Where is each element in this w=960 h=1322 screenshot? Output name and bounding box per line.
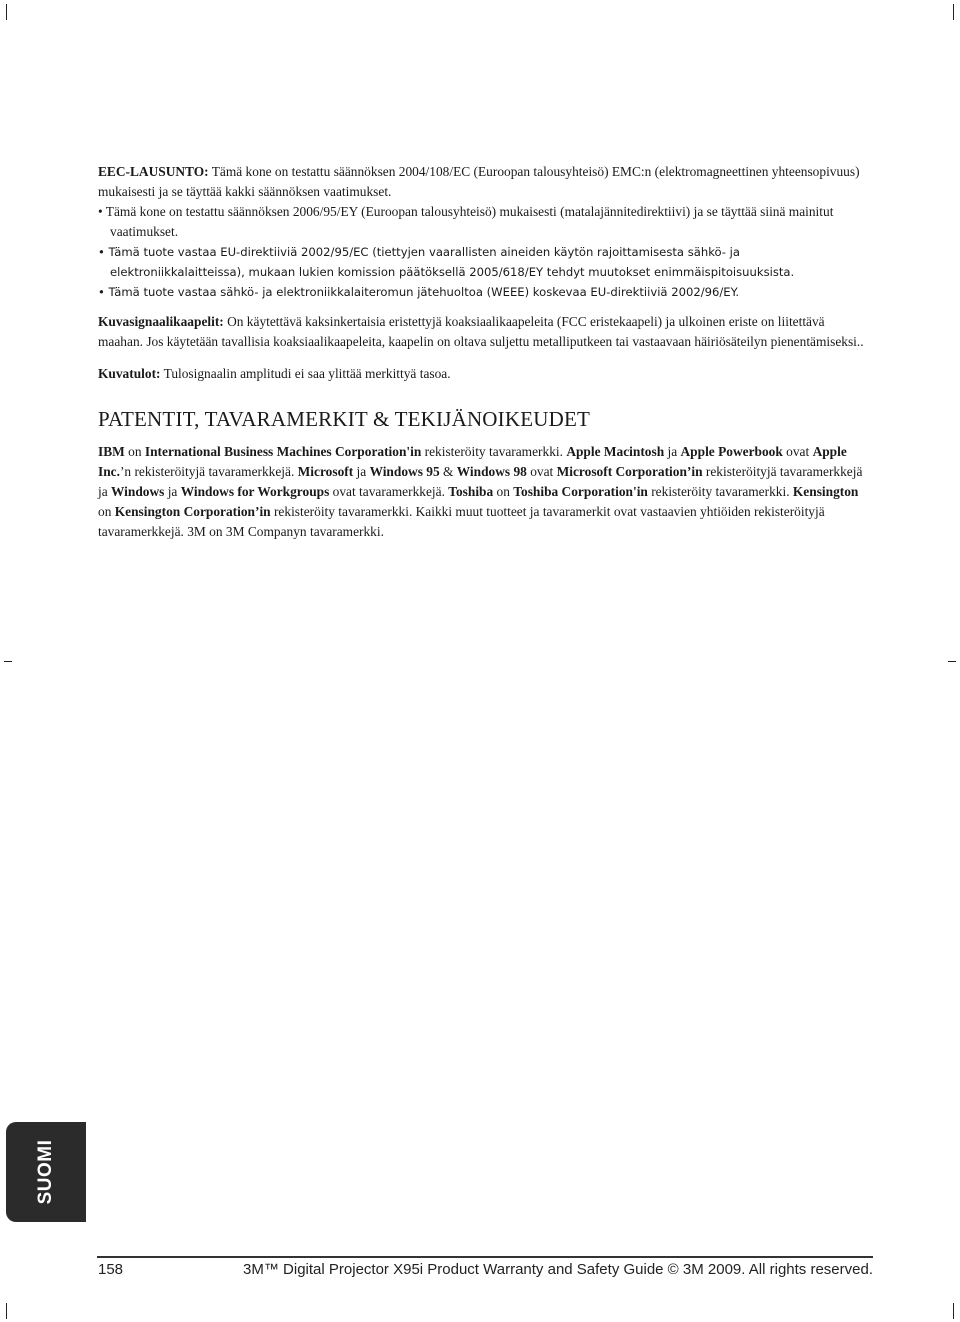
trademark-text: ja bbox=[164, 484, 181, 499]
trademark-name: Microsoft Corporation’in bbox=[556, 464, 703, 479]
trademark-text: ovat bbox=[526, 464, 557, 479]
trademark-text: & bbox=[439, 464, 457, 479]
eec-bullet-2: • Tämä tuote vastaa EU-direktiiviä 2002/95/EC (tiettyjen vaarallisten aineiden käytön rajoittamisesta sähkö- ja elektroniikkalaitteissa), mukaan lukien komission päätöksellä 2005/618/EY tehdyt muutokset enimmäispitoisuuksista. bbox=[98, 245, 795, 279]
crop-mark-top-left bbox=[6, 4, 7, 20]
footer-title: 3M™ Digital Projector X95i Product Warranty and Safety Guide © 3M 2009. All rights reserved. bbox=[243, 1261, 873, 1278]
trademark-name: Apple Powerbook bbox=[680, 444, 783, 459]
trademark-text: ja bbox=[664, 444, 681, 459]
crop-mark-top-right bbox=[953, 4, 954, 20]
trademark-name: International Business Machines Corporation'in bbox=[144, 444, 422, 459]
output-label: Kuvatulot: bbox=[98, 366, 161, 381]
trademark-text: rekisteröity tavaramerkki. bbox=[647, 484, 793, 499]
trademark-name: Microsoft bbox=[297, 464, 354, 479]
trademark-text: rekisteröity tavaramerkki. Kaikki muut tuotteet ja tavaramerkit ovat vastaavien yhtiöiden rekisteröityjä tavaramerkkejä. 3M on 3M Companyn tavaramerkki. bbox=[98, 504, 825, 539]
trademark-text: rekisteröityjä tavaramerkkejä ja bbox=[98, 464, 863, 499]
trademark-text: ovat tavaramerkkejä. bbox=[329, 484, 449, 499]
language-tab-label: SUOMI bbox=[35, 1139, 56, 1205]
trademark-name: Kensington bbox=[792, 484, 859, 499]
trademark-name: Kensington Corporation’in bbox=[114, 504, 271, 519]
eec-statement bbox=[98, 162, 866, 202]
footer-rule bbox=[97, 1256, 873, 1258]
trademark-text: on bbox=[98, 504, 115, 519]
trademark-name: Windows for Workgroups bbox=[180, 484, 330, 499]
trademark-name: Windows bbox=[111, 484, 165, 499]
crop-mark-mid-right bbox=[948, 661, 956, 662]
trademark-text: on bbox=[124, 444, 145, 459]
page-number: 158 bbox=[98, 1261, 124, 1278]
output-text: Tulosignaalin amplitudi ei saa ylittää merkittyä tasoa. bbox=[160, 366, 451, 381]
trademark-name: Apple Macintosh bbox=[566, 444, 665, 459]
cable-text: On käytettävä kaksinkertaisia eristettyjä koaksiaalikaapeleita (FCC eristekaapeli) ja ulkoinen eriste on liitettävä maahan. Jos käytetään tavallisia koaksiaalikaapeleita, kaapelin on oltava suljettu metalliputkeen tai vastaavaan häiriösäteilyn pienentämiseksi.. bbox=[98, 314, 864, 349]
cable-statement bbox=[98, 312, 866, 352]
eec-bullet-3: • Tämä tuote vastaa sähkö- ja elektroniikkalaiteromun jätehuoltoa (WEEE) koskevaa EU-direktiiviä 2002/96/EY. bbox=[98, 285, 740, 299]
crop-mark-bottom-right bbox=[953, 1303, 954, 1319]
cable-label: Kuvasignaalikaapelit: bbox=[98, 314, 224, 329]
language-tab bbox=[6, 1122, 86, 1222]
eec-bullet-1: • Tämä kone on testattu säännöksen 2006/95/EY (Euroopan talousyhteisö) mukaisesti (matalajännitedirektiivi) ja se täyttää siinä mainitut vaatimukset. bbox=[98, 204, 834, 239]
trademarks-heading: PATENTIT, TAVARAMERKIT & TEKIJÄNOIKEUDET bbox=[98, 407, 591, 431]
trademark-name: Windows 95 bbox=[369, 464, 440, 479]
trademark-text: rekisteröity tavaramerkki. bbox=[421, 444, 567, 459]
trademark-name: Apple Inc. bbox=[98, 444, 847, 479]
trademark-name: Toshiba bbox=[448, 484, 494, 499]
trademark-text: ovat bbox=[782, 444, 813, 459]
eec-label: EEC-LAUSUNTO: bbox=[98, 164, 209, 179]
trademark-text: ’n rekisteröityjä tavaramerkkejä. bbox=[119, 464, 298, 479]
trademark-name: Windows 98 bbox=[456, 464, 527, 479]
trademarks-paragraph bbox=[98, 442, 866, 542]
page-body bbox=[98, 162, 866, 542]
trademark-name: Toshiba Corporation'in bbox=[513, 484, 648, 499]
eec-text: Tämä kone on testattu säännöksen 2004/108/EC (Euroopan talousyhteisö) EMC:n (elektromagneettinen yhteensopivuus) mukaisesti ja se täyttää kakki säännöksen vaatimukset. bbox=[98, 164, 860, 199]
trademark-text: on bbox=[493, 484, 514, 499]
trademark-name: IBM bbox=[98, 444, 125, 459]
trademark-text: ja bbox=[353, 464, 370, 479]
crop-mark-bottom-left bbox=[6, 1303, 7, 1319]
output-statement bbox=[98, 364, 866, 384]
crop-mark-mid-left bbox=[4, 661, 12, 662]
